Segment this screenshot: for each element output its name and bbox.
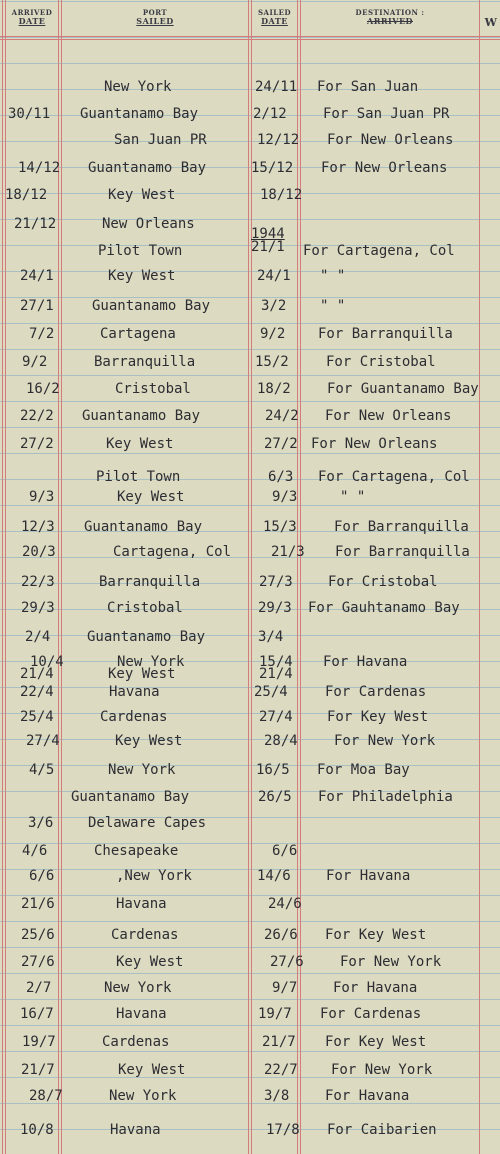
arrived-date-cell: 3/6 — [28, 815, 54, 831]
port-cell: Key West — [108, 187, 176, 203]
port-cell: Havana — [110, 1122, 161, 1138]
sailed-date-cell: 17/8 — [266, 1122, 300, 1138]
column-rule — [2, 0, 3, 1154]
arrived-date-cell: 29/3 — [21, 600, 55, 616]
sailed-date-cell: 22/7 — [264, 1062, 298, 1078]
arrived-date-cell: 24/1 — [20, 268, 54, 284]
destination-cell: For Barranquilla — [318, 326, 453, 342]
destination-cell: For New Orleans — [327, 132, 454, 148]
arrived-date-cell: 20/3 — [22, 544, 56, 560]
destination-cell: For Barranquilla — [335, 544, 470, 560]
sailed-date-cell: 28/4 — [264, 733, 298, 749]
sailed-date-cell: 26/6 — [264, 927, 298, 943]
port-cell: Barranquilla — [99, 574, 201, 590]
port-cell: Havana — [116, 896, 167, 912]
sailed-date-cell: 2/12 — [253, 106, 287, 122]
destination-cell: For New Orleans — [325, 408, 452, 424]
sailed-date-cell: 25/4 — [254, 684, 288, 700]
arrived-date-cell: 27/4 — [26, 733, 60, 749]
sailed-date-cell: 24/11 — [255, 79, 298, 95]
destination-cell: For Cardenas — [320, 1006, 422, 1022]
header-port-sailed — [62, 8, 248, 26]
destination-cell: For Havana — [326, 868, 411, 884]
arrived-date-cell: 10/4 — [30, 654, 64, 670]
sailed-date-cell: 3/8 — [264, 1088, 290, 1104]
arrived-date-cell: 25/4 — [20, 709, 54, 725]
destination-cell: " " — [320, 298, 346, 314]
arrived-date-cell: 16/2 — [26, 381, 60, 397]
sailed-date-cell: 9/7 — [272, 980, 298, 996]
sailed-date-cell: 27/6 — [270, 954, 304, 970]
destination-cell: For Havana — [323, 654, 408, 670]
port-cell: Cristobal — [107, 600, 183, 616]
destination-cell: For New York — [334, 733, 436, 749]
arrived-date-cell: 27/2 — [20, 436, 54, 452]
sailed-date-cell — [251, 228, 285, 254]
destination-cell: For Moa Bay — [317, 762, 410, 778]
arrived-date-cell: 6/6 — [29, 868, 55, 884]
arrived-date-cell: 21/6 — [21, 896, 55, 912]
destination-cell: For New Orleans — [311, 436, 438, 452]
header-port-label: PORT — [142, 8, 168, 17]
arrived-date-cell: 22/2 — [20, 408, 54, 424]
destination-cell: For Guantanamo Bay — [327, 381, 479, 397]
destination-cell: For Havana — [333, 980, 418, 996]
sailed-date-cell: 15/3 — [263, 519, 297, 535]
arrived-date-cell: 9/2 — [22, 354, 48, 370]
sailed-date-cell: 16/5 — [256, 762, 290, 778]
port-cell: San Juan PR — [114, 132, 207, 148]
sailed-date-cell: 29/3 — [258, 600, 292, 616]
header-extra: W — [484, 16, 498, 29]
header-sailed-label: SAILED — [257, 8, 292, 17]
header-rule — [0, 36, 500, 37]
destination-cell: For Caibarien — [327, 1122, 437, 1138]
sailed-date-cell: 24/1 — [257, 268, 291, 284]
arrived-date-cell: 22/4 — [20, 684, 54, 700]
arrived-date-cell: 19/7 — [22, 1034, 56, 1050]
column-rule — [300, 0, 301, 1154]
port-cell: New York — [108, 762, 176, 778]
sailed-date-cell: 3/2 — [261, 298, 287, 314]
port-cell: Pilot Town — [98, 243, 183, 259]
port-cell: Guantanamo Bay — [87, 629, 206, 645]
header-destination-label: DESTINATION : — [355, 8, 425, 17]
port-cell: Key West — [108, 268, 176, 284]
header-destination — [301, 8, 479, 26]
port-cell: New York — [109, 1088, 177, 1104]
port-cell: Cardenas — [102, 1034, 170, 1050]
port-cell: Cartagena — [100, 326, 176, 342]
arrived-date-cell: 27/6 — [21, 954, 55, 970]
header-sailed-date — [252, 8, 297, 26]
sailed-date-cell-line: 21/1 — [251, 239, 285, 255]
header-arrived-date — [6, 8, 58, 26]
port-cell: Cartagena, Col — [113, 544, 232, 560]
destination-cell: For Cristobal — [326, 354, 436, 370]
arrived-date-cell: 10/8 — [20, 1122, 54, 1138]
destination-cell: For Gauhtanamo Bay — [308, 600, 460, 616]
port-cell: ,New York — [116, 868, 192, 884]
port-cell: Chesapeake — [94, 843, 179, 859]
sailed-date-cell: 12/12 — [257, 132, 300, 148]
port-cell: Barranquilla — [94, 354, 196, 370]
port-cell: New York — [117, 654, 185, 670]
port-cell: Havana — [116, 1006, 167, 1022]
destination-cell: For Cartagena, Col — [303, 243, 455, 259]
destination-cell: For New York — [331, 1062, 433, 1078]
arrived-date-cell: 2/7 — [26, 980, 52, 996]
header-arrived-sub: DATE — [18, 16, 46, 26]
destination-cell: For New York — [340, 954, 442, 970]
port-cell: New York — [104, 79, 172, 95]
column-rule — [248, 0, 249, 1154]
destination-cell: For Cristobal — [328, 574, 438, 590]
destination-cell: For San Juan — [317, 79, 419, 95]
sailed-date-cell: 6/3 — [268, 469, 294, 485]
arrived-date-cell: 4/5 — [29, 762, 55, 778]
destination-cell: For New Orleans — [321, 160, 448, 176]
arrived-date-cell: 7/2 — [29, 326, 55, 342]
sailed-date-cell: 27/2 — [264, 436, 298, 452]
sailed-date-cell: 3/4 — [258, 629, 284, 645]
destination-cell: For Key West — [327, 709, 429, 725]
port-cell: Key West — [108, 666, 176, 682]
destination-cell: " " — [340, 489, 366, 505]
arrived-date-cell: 25/6 — [21, 927, 55, 943]
port-cell: Key West — [115, 733, 183, 749]
sailed-date-cell: 18/2 — [257, 381, 291, 397]
arrived-date-cell: 9/3 — [29, 489, 55, 505]
sailed-date-cell: 9/2 — [260, 326, 286, 342]
destination-cell: For Barranquilla — [334, 519, 469, 535]
sailed-date-cell-line: 1944 — [251, 226, 285, 242]
destination-cell: For Cartagena, Col — [318, 469, 470, 485]
arrived-date-cell: 21/4 — [20, 666, 54, 682]
sailed-date-cell: 18/12 — [260, 187, 303, 203]
destination-cell: For Philadelphia — [318, 789, 453, 805]
port-cell: Key West — [118, 1062, 186, 1078]
arrived-date-cell: 4/6 — [22, 843, 48, 859]
sailed-date-cell: 27/3 — [259, 574, 293, 590]
header-port-sub: SAILED — [136, 16, 174, 26]
sailed-date-cell: 21/4 — [259, 666, 293, 682]
port-cell: Cristobal — [115, 381, 191, 397]
arrived-date-cell: 30/11 — [8, 106, 51, 122]
sailed-date-cell: 9/3 — [272, 489, 298, 505]
arrived-date-cell: 21/7 — [21, 1062, 55, 1078]
arrived-date-cell: 21/12 — [14, 216, 57, 232]
port-cell: Guantanamo Bay — [88, 160, 207, 176]
sailed-date-cell: 21/3 — [271, 544, 305, 560]
arrived-date-cell: 12/3 — [21, 519, 55, 535]
column-rule — [5, 0, 6, 1154]
port-cell: Havana — [109, 684, 160, 700]
sailed-date-cell: 6/6 — [272, 843, 298, 859]
destination-cell: For Cardenas — [325, 684, 427, 700]
arrived-date-cell: 18/12 — [5, 187, 48, 203]
destination-cell: For San Juan PR — [323, 106, 450, 122]
port-cell: Guantanamo Bay — [80, 106, 199, 122]
header-sailed-sub: DATE — [261, 16, 288, 26]
header-destination-sub: ARRIVED — [367, 16, 413, 26]
port-cell: New York — [104, 980, 172, 996]
destination-cell: For Key West — [325, 1034, 427, 1050]
sailed-date-cell: 14/6 — [257, 868, 291, 884]
port-cell: New Orleans — [102, 216, 195, 232]
header-arrived-label: ARRIVED — [11, 8, 53, 17]
header-rule — [0, 39, 500, 40]
port-cell: Guantanamo Bay — [71, 789, 190, 805]
port-cell: Pilot Town — [96, 469, 181, 485]
port-cell: Guantanamo Bay — [84, 519, 203, 535]
arrived-date-cell: 14/12 — [18, 160, 61, 176]
sailed-date-cell: 24/6 — [268, 896, 302, 912]
arrived-date-cell: 16/7 — [20, 1006, 54, 1022]
sailed-date-cell: 21/7 — [262, 1034, 296, 1050]
arrived-date-cell: 27/1 — [20, 298, 54, 314]
port-cell: Cardenas — [100, 709, 168, 725]
sailed-date-cell: 26/5 — [258, 789, 292, 805]
port-cell: Delaware Capes — [88, 815, 207, 831]
sailed-date-cell: 24/2 — [265, 408, 299, 424]
column-rule — [479, 0, 480, 1154]
destination-cell: For Havana — [325, 1088, 410, 1104]
port-cell: Guantanamo Bay — [82, 408, 201, 424]
destination-cell: For Key West — [325, 927, 427, 943]
port-cell: Cardenas — [111, 927, 179, 943]
port-cell: Key West — [117, 489, 185, 505]
sailed-date-cell: 27/4 — [259, 709, 293, 725]
arrived-date-cell: 2/4 — [25, 629, 51, 645]
sailed-date-cell: 15/12 — [251, 160, 294, 176]
destination-cell: " " — [320, 268, 346, 284]
arrived-date-cell: 22/3 — [21, 574, 55, 590]
sailed-date-cell: 19/7 — [258, 1006, 292, 1022]
column-rule — [61, 0, 62, 1154]
port-cell: Key West — [116, 954, 184, 970]
port-cell: Key West — [106, 436, 174, 452]
sailed-date-cell: 15/2 — [255, 354, 289, 370]
port-cell: Guantanamo Bay — [92, 298, 211, 314]
arrived-date-cell: 28/7 — [29, 1088, 63, 1104]
sailed-date-cell: 15/4 — [259, 654, 293, 670]
